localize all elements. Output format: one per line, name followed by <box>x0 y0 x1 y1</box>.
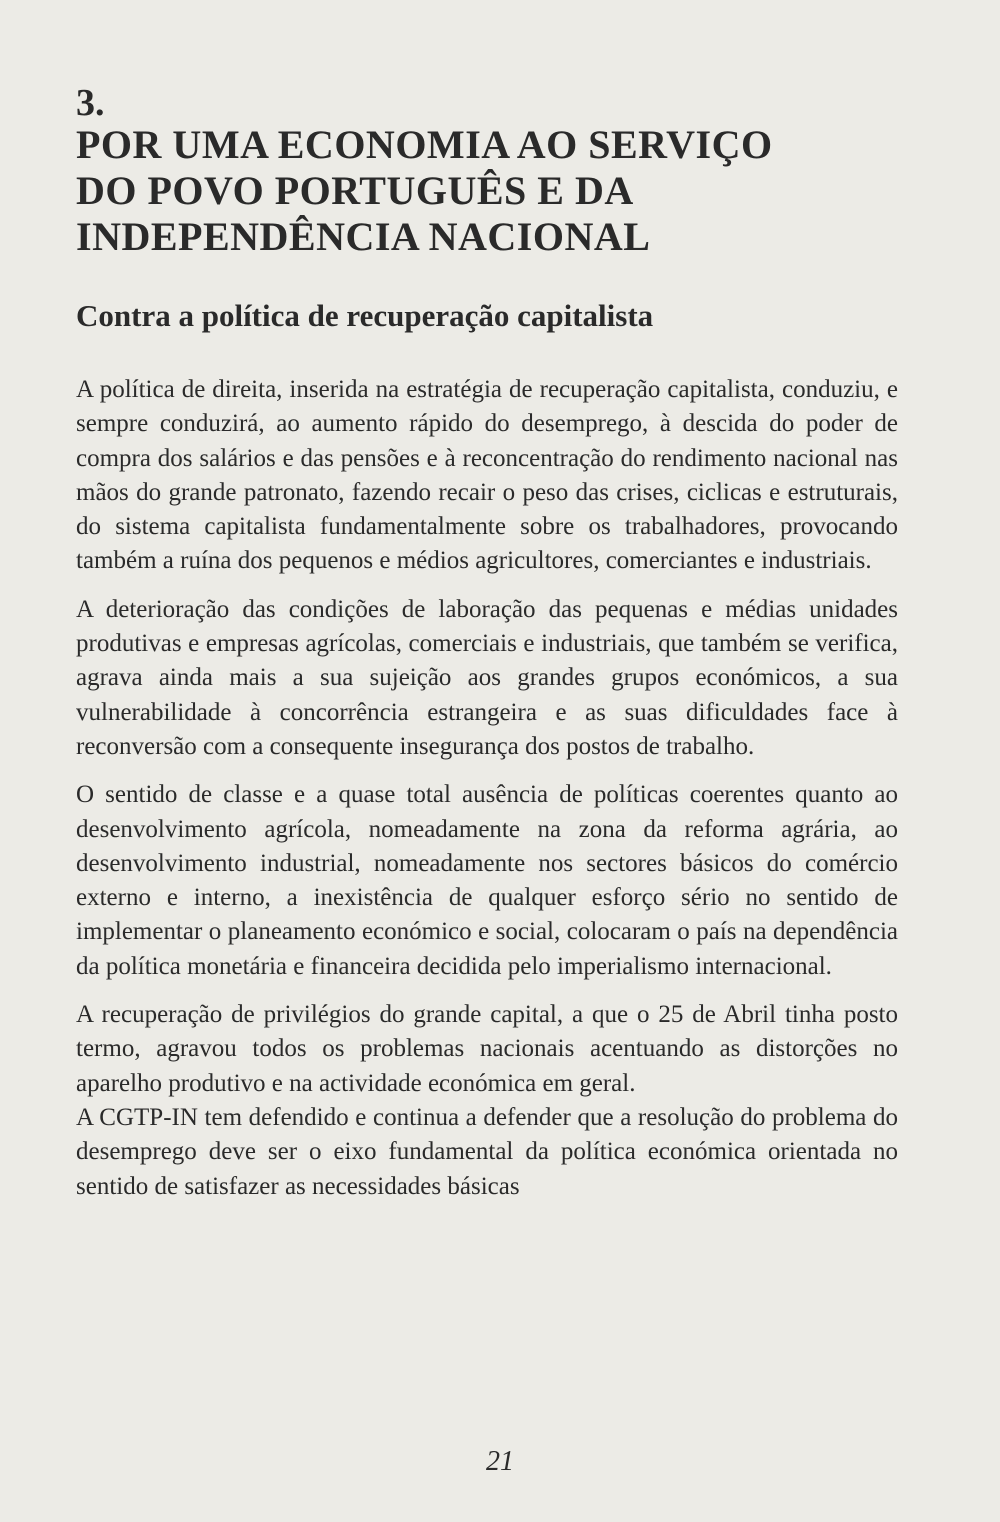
chapter-title-line: POR UMA ECONOMIA AO SERVIÇO <box>76 122 773 167</box>
chapter-number: 3. <box>76 82 105 124</box>
paragraph: A política de direita, inserida na estratégia de recuperação capitalista, conduziu, e sempre conduzirá, ao aumento rápido do desemprego, à descida do poder de compra dos salários e das pensões e à reconcentração do rendimento nacional nas mãos do grande patronato, fazendo recair o peso das crises, ciclicas e estruturais, do sistema capitalista fundamentalmente sobre os trabalhadores, provocando também a ruína dos pequenos e médios agricultores, comerciantes e industriais. <box>76 376 898 575</box>
chapter-title-line: DO POVO PORTUGUÊS E DA <box>76 168 634 213</box>
page-number: 21 <box>486 1446 514 1477</box>
paragraph: O sentido de classe e a quase total ausência de políticas coerentes quanto ao desenvolvimento agrícola, nomeadamente na zona da reforma agrária, ao desenvolvimento industrial, nomeadamente nos sectores básicos do comércio externo e interno, a inexistência de qualquer esforço sério no sentido de implementar o planeamento económico e social, colocaram o país na dependência da política monetária e financeira decidida pelo imperialismo internacional. <box>76 781 898 980</box>
chapter-title-line: INDEPENDÊNCIA NACIONAL <box>76 214 651 259</box>
paragraph: A deterioração das condições de laboração das pequenas e médias unidades produtivas e empresas agrícolas, comerciais e industriais, que também se verifica, agrava ainda mais a sua sujeição aos grandes grupos económicos, a sua vulnerabilidade à concorrência estrangeira e as suas dificuldades face à reconversão com a consequente insegurança dos postos de trabalho. <box>76 595 898 760</box>
chapter-title <box>76 122 896 260</box>
section-heading: Contra a política de recuperação capitalista <box>76 298 654 333</box>
paragraph: A CGTP-IN tem defendido e continua a defender que a resolução do problema do desemprego deve ser o eixo fundamental da política económica orientada no sentido de satisfazer as necessidades básicas <box>76 1103 898 1200</box>
body-text <box>76 373 898 1218</box>
paragraph: A recuperação de privilégios do grande capital, a que o 25 de Abril tinha posto termo, agravou todos os problemas nacionais acentuando as distorções no aparelho produtivo e na actividade económica em geral. <box>76 1001 898 1097</box>
